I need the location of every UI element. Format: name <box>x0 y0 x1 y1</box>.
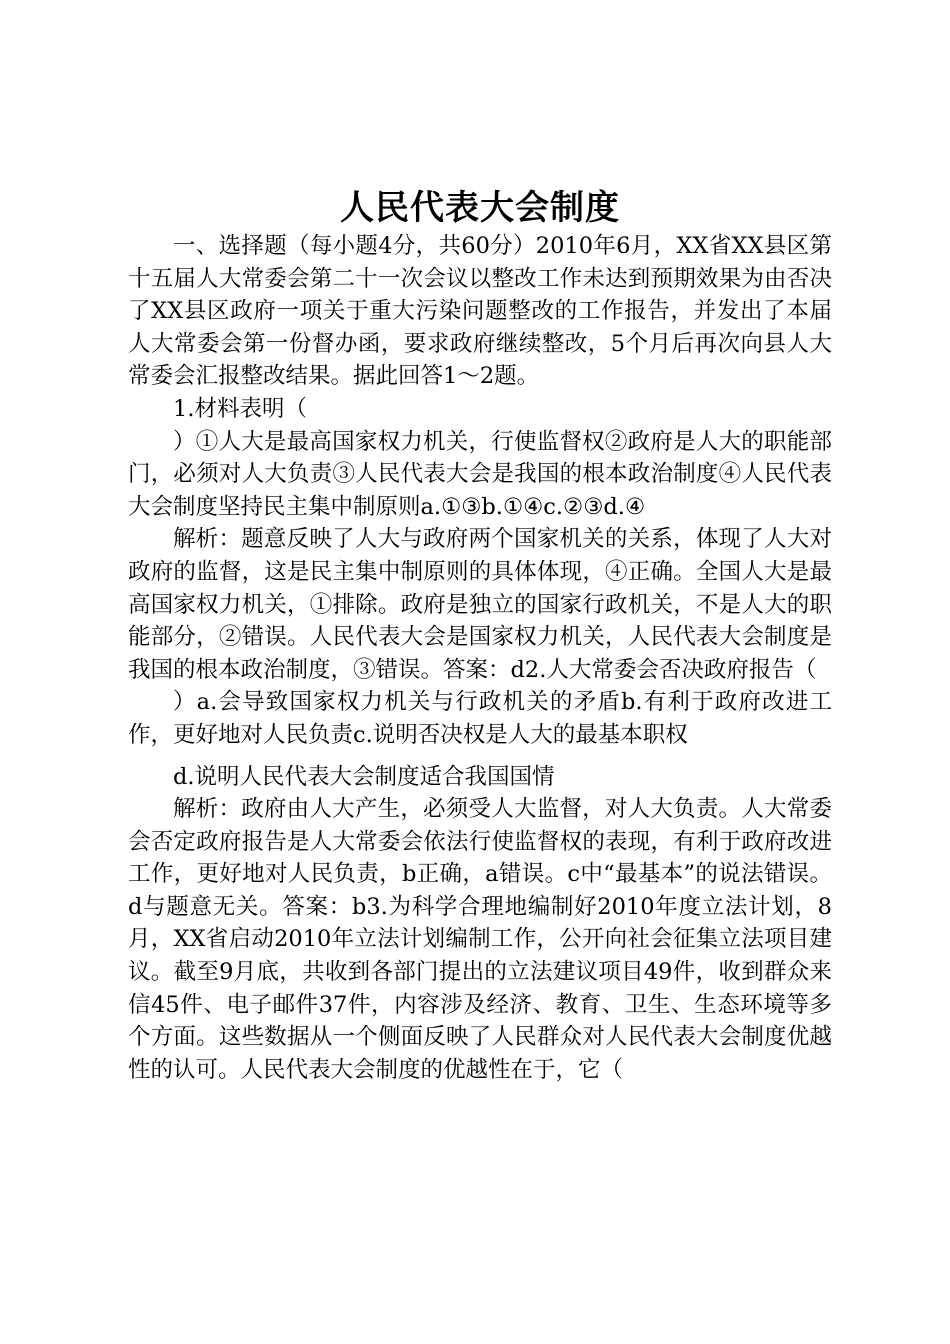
paragraph-intro: 一、选择题（每小题4分，共60分）2010年6月，XX省XX县区第十五届人大常委会第二十一次会议以整改工作未达到预期效果为由否决了XX县区政府一项关于重大污染问题整改的工作报告，并发出了本届人大常委会第一份督办函，要求政府继续整改，5个月后再次向县人大常委会汇报整改结果。据此回答1～2题。 <box>128 233 832 390</box>
paragraph-q1-stem: 1.材料表明（ <box>173 395 307 422</box>
paragraph-q2-options: ）a.会导致国家权力机关与行政机关的矛盾b.有利于政府改进工作，更好地对人民负责c.说明否决权是人大的最基本职权 <box>128 689 832 748</box>
document-title: 人民代表大会制度 <box>340 188 620 228</box>
paragraph-q2-option-d: d.说明人民代表大会制度适合我国国情 <box>173 763 555 790</box>
document-page <box>128 186 832 1086</box>
paragraph-q1-analysis: 解析：题意反映了人大与政府两个国家机关的关系，体现了人大对政府的监督，这是民主集中制原则的具体体现，④正确。全国人大是最高国家权力机关，①排除。政府是独立的国家行政机关，不是人大的职能部分，②错误。人民代表大会是国家权力机关，人民代表大会制度是我国的根本政治制度，③错误。答案：d2.人大常委会否决政府报告（ <box>128 526 832 683</box>
paragraph-q1-options: ）①人大是最高国家权力机关，行使监督权②政府是人大的职能部门，必须对人大负责③人民代表大会是我国的根本政治制度④人民代表大会制度坚持民主集中制原则a.①③b.①④c.②③d.④ <box>128 428 832 520</box>
paragraph-q2-analysis: 解析：政府由人大产生，必须受人大监督，对人大负责。人大常委会否定政府报告是人大常委会依法行使监督权的表现，有利于政府改进工作，更好地对人民负责，b正确，a错误。c中“最基本”的说法错误。d与题意无关。答案：b3.为科学合理地编制好2010年度立法计划，8月，XX省启动2010年立法计划编制工作，公开向社会征集立法项目建议。截至9月底，共收到各部门提出的立法建议项目49件，收到群众来信45件、电子邮件37件，内容涉及经济、教育、卫生、生态环境等多个方面。这些数据从一个侧面反映了人民群众对人民代表大会制度优越性的认可。人民代表大会制度的优越性在于，它（ <box>128 796 832 1083</box>
